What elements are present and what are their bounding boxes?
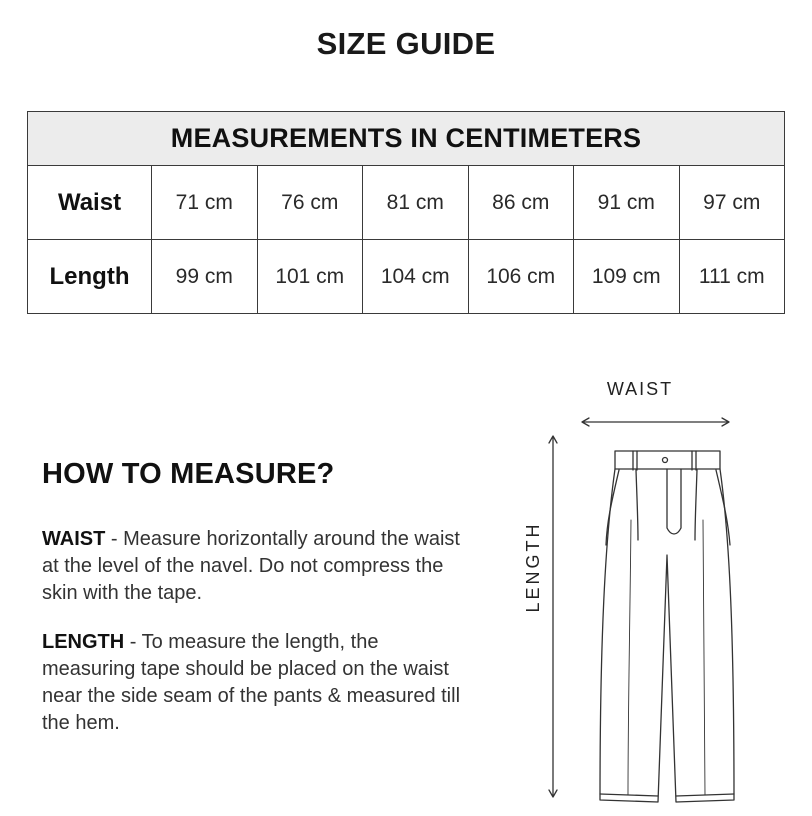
length-arrow-icon [549, 436, 557, 797]
row-label-waist: Waist [28, 166, 152, 240]
waist-instructions [42, 526, 462, 607]
length-term: LENGTH [42, 631, 125, 653]
trousers-icon [600, 451, 734, 802]
table-cell: 86 cm [468, 166, 574, 240]
table-row-waist [28, 166, 785, 240]
table-cell: 97 cm [679, 166, 785, 240]
size-table [27, 111, 785, 314]
waist-label: WAIST [606, 379, 674, 399]
table-cell: 111 cm [679, 240, 785, 314]
table-header: MEASUREMENTS IN CENTIMETERS [28, 112, 785, 166]
waist-arrow-icon [582, 418, 729, 426]
waist-term: WAIST [42, 528, 106, 550]
table-cell: 71 cm [152, 166, 258, 240]
table-cell: 104 cm [363, 240, 469, 314]
waist-text: - Measure horizontally around the waist at the level of the navel. Do not compress the skin with the tape. [42, 528, 460, 604]
table-header-row [28, 112, 785, 166]
table-cell: 91 cm [574, 166, 680, 240]
page-title: SIZE GUIDE [316, 26, 496, 61]
table-cell: 109 cm [574, 240, 680, 314]
table-cell: 99 cm [152, 240, 258, 314]
length-instructions [42, 629, 462, 737]
how-to-measure-title: HOW TO MEASURE? [42, 458, 335, 490]
length-label: LENGTH [523, 521, 543, 613]
table-row-length [28, 240, 785, 314]
table-cell: 81 cm [363, 166, 469, 240]
table-cell: 101 cm [257, 240, 363, 314]
table-cell: 76 cm [257, 166, 363, 240]
length-text: - To measure the length, the measuring tape should be placed on the waist near the side seam of the pants & measured till the hem. [42, 631, 461, 734]
table-cell: 106 cm [468, 240, 574, 314]
row-label-length: Length [28, 240, 152, 314]
